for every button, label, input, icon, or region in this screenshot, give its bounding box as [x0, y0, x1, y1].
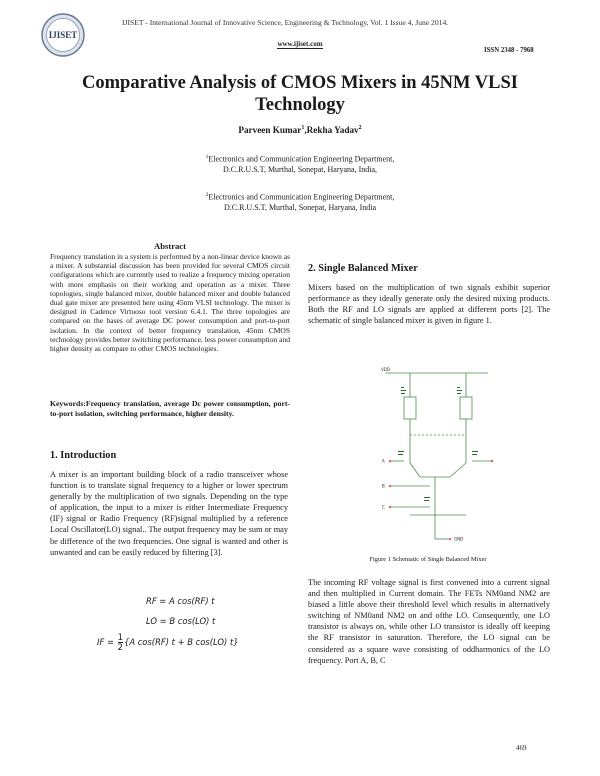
single-balanced-mixer-schematic: [380, 365, 500, 549]
keywords: [50, 399, 290, 418]
paper-title: Comparative Analysis of CMOS Mixers in 45NM VLSI Technology: [82, 73, 518, 115]
author-2: Rekha Yadav: [306, 125, 359, 136]
keywords-list: Frequency translation, average Dc power consumption, port-to-port isolation, switching performance, higher density.: [50, 399, 290, 418]
page-number: 469: [516, 744, 527, 752]
affiliation-2: $^2$Electronics and Communication Engineering Department, D.C.R.U.S.T, Murthal, Sonepat, Haryana, India: [205, 192, 395, 213]
schematic-label-vdd: VDD: [381, 367, 390, 372]
section-2-text: Mixers based on the multiplication of two signals exhibit superior performance as they ideally generate only the desired mixing products. Both the RF and LO signals are applied at different ports [2]. The schematic of single balanced mixer is given in figure 1.: [308, 283, 550, 326]
affiliation-1: $^1$Electronics and Communication Engineering Department, D.C.R.U.S.T, Murthal, Sonepat, Haryana, India,: [205, 154, 395, 175]
logo-text: IJISET: [48, 30, 78, 40]
schematic-label-a: A: [382, 458, 385, 464]
journal-website-link[interactable]: www.ijiset.com: [277, 40, 323, 48]
section-2-text-continued: The incoming RF voltage signal is first convened into a current signal and then multiplied in Current domain. The FETs NM0and NM2 are biased a little above their threshold level which results in alternatively switching of NM0and NM2 on and ofthe LO. Consequently, one LO transistor is always on, while other LO transistor is ideally off keeping the RF transistor in saturation. Therefore, the LO signal can be considered as a square wave consisting of oddharmonics of the LO frequency. Port A, B, C: [308, 578, 550, 665]
issn-label: ISSN 2348 - 7968: [484, 47, 534, 54]
section-1-heading: 1. Introduction: [50, 450, 117, 461]
abstract-text: Frequency translation in a system is performed by a non-linear device known as a mixer. A substantial discussion has been provided for several CMOS circuit configurations which are currently used to realize a frequency mixing operation with more emphasis on their working and operation as a mixer. Three topologies, single balanced mixer, double balanced mixer and double balanced dual gate mixer are presented here using 45nm VLSI technology. The mixer is designed in Cadence Virtuoso tool version 6.4.1. The three topologies are compared on the bases of average DC power consumption and port-to-port isolation. In the context of better frequency translation, 45nm CMOS technology provides better switching performance, less power consumption and higher density as compare to other CMOS technologies.: [50, 252, 290, 354]
section-1-text: A mixer is an important building block of a radio transceiver whose function is to translate signal frequency to a higher or lower spectrum generally by the multiplication of two signals. Depending on the type of application, the input to a mixer is either Intermediate Frequency (IF) signal or Radio Frequency (RF)signal multiplied by a reference Local Oscillator(LO) signal.. The output frequency may be sum or may be difference of the two frequencies. One signal is wanted and other is unwanted and can be easily reduced by filtering [3].: [50, 470, 288, 557]
equation-if: IF = $\frac{1}{2}$ {A cos(RF) t + B cos(LO) t}: [97, 632, 239, 652]
equation-rf: RF = A cos(RF) t: [146, 596, 215, 606]
figure-1-caption: Figure 1 Schematic of Single Balanced Mixer: [369, 556, 487, 563]
journal-header: IJISET - International Journal of Innovative Science, Engineering & Technology, Vol. 1 Issue 4, June 2014.: [122, 18, 449, 27]
section-2-heading: 2. Single Balanced Mixer: [308, 263, 418, 274]
journal-logo: [40, 12, 86, 58]
schematic-label-gnd: GND: [454, 536, 464, 542]
author-1: Parveen Kumar: [238, 125, 302, 136]
equation-lo: LO = B cos(LO) t: [146, 616, 216, 626]
author-list: Parveen Kumar$^1$,Rekha Yadav$^2$: [238, 125, 362, 136]
keywords-label: Keywords:: [50, 399, 86, 408]
abstract-heading: Abstract: [154, 241, 186, 251]
schematic-label-b: B: [382, 483, 385, 489]
schematic-label-c: C: [382, 504, 385, 510]
